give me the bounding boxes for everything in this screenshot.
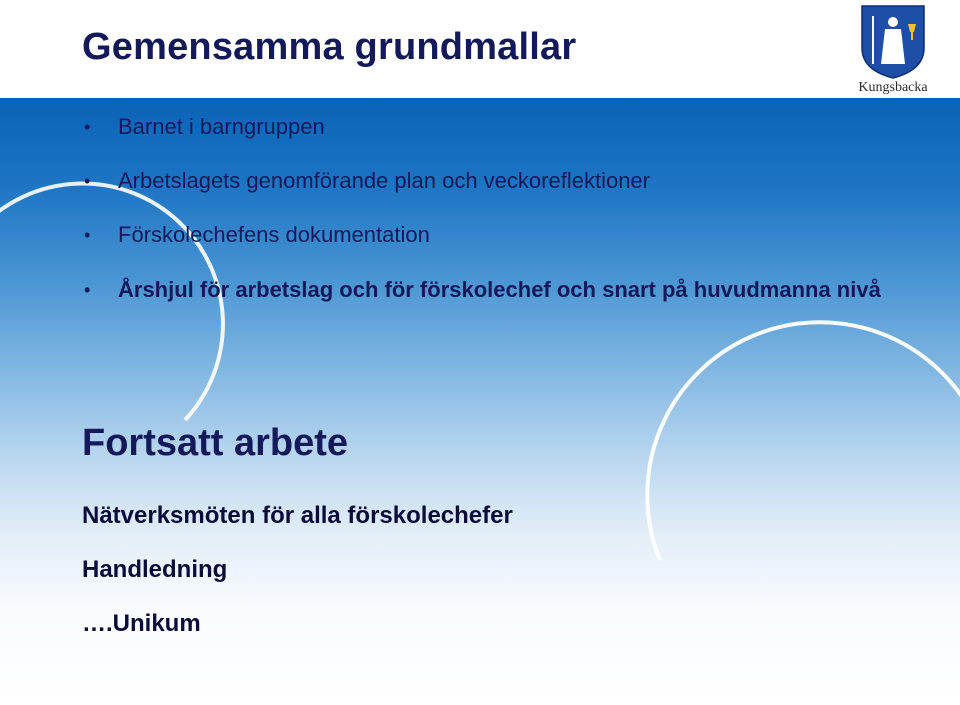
section-heading: Fortsatt arbete [82,422,349,464]
bullet-text: Förskolechefens dokumentation [118,222,430,247]
bullet-text: Barnet i barngruppen [118,114,325,139]
coat-of-arms-icon [848,2,938,82]
bullet-text: Arbetslagets genomförande plan och veckoreflektioner [118,168,650,193]
text-line: Handledning [82,556,228,583]
bullet-item [82,112,882,142]
bullet-dot-icon: • [84,117,91,137]
bullet-dot-icon: • [84,225,91,245]
bullet-dot-icon: • [84,280,91,300]
bullet-item [82,220,882,250]
bullet-text: Årshjul för arbetslag och för förskolechef och snart på huvudmanna nivå [118,277,881,302]
logo-text: Kungsbacka [858,80,928,95]
text-line: ….Unikum [82,610,201,637]
text-line: Nätverksmöten för alla förskolechefer [82,502,513,529]
slide-title: Gemensamma grundmallar [82,26,577,68]
kungsbacka-logo [848,2,938,98]
bullet-dot-icon: • [84,171,91,191]
bullet-item [82,274,882,306]
bullet-list [82,112,882,330]
bullet-item [82,166,882,196]
